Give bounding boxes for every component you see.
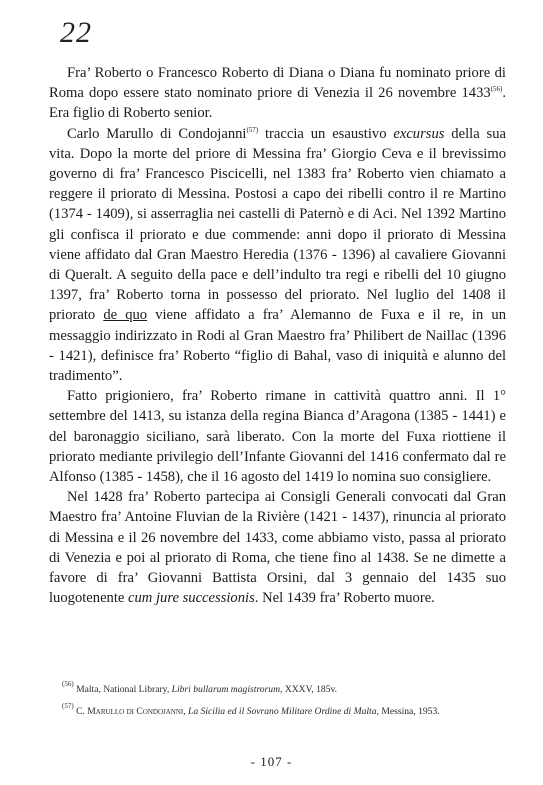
paragraph: [49, 63, 506, 124]
text-run: traccia un esaustivo: [258, 125, 394, 142]
text-run: de quo: [103, 307, 148, 324]
paragraph: [49, 124, 506, 387]
paragraph: [49, 386, 506, 487]
footnote: [62, 702, 512, 719]
text-run: La Sicilia ed il Sovrano Militare Ordine di Malta: [188, 706, 377, 717]
text-run: , XXXV, 185v.: [280, 684, 338, 695]
footnotes: [62, 680, 512, 727]
footnote: [62, 680, 512, 697]
text-run: Fatto prigioniero, fra’ Roberto rimane in cattività quattro anni. Il 1° settembre del 1413, su istanza della regina Bianca d’Aragona (1385 - 1441) e del baronaggio siciliano, sarà liberato. Con la morte del Fuxa riottiene il priorato mediante privilegio dell’Infante Giovanni del 1416 confermato dal re Alfonso (1385 - 1458), che il 16 agosto del 1419 lo nomina suo consigliere.: [49, 388, 506, 486]
text-run: excursus: [393, 125, 445, 142]
footnote-ref: (57): [62, 702, 74, 710]
footnote-ref: (57): [246, 125, 259, 134]
text-run: Libri bullarum magistrorum: [171, 684, 281, 695]
text-run: della sua vita. Dopo la morte del priore di Messina fra’ Giorgio Ceva e il brevissimo governo di fra’ Francesco Piscicelli, nel 1383 fra’ Roberto vien chiamato a reggere il priorato di Messina. Postosi a capo dei ribelli contro il re Martino (1374 - 1409), si asserraglia nei castelli di Paternò e di Aci. Nel 1392 Martino gli confisca il priorato e due commende: anni dopo il priorato di Messina viene affidato dal Gran Maestro Heredia (1376 - 1396) al cavaliere Giovanni di Queralt. A seguito della pace e dell’indulto tra regi e ribelli del 10 giugno 1397, fra’ Roberto torna in possesso del priorato. Nel luglio del 1408 il priorato: [49, 125, 506, 324]
footnote-ref: (56): [62, 680, 74, 688]
text-run: Carlo Marullo di Condojanni: [67, 125, 247, 142]
entry-number: 22: [60, 16, 92, 49]
page-number: - 107 -: [250, 754, 293, 769]
text-run: Nel 1428 fra’ Roberto partecipa ai Consigli Generali convocati dal Gran Maestro fra’ Antoine Fluvian de la Rivière (1421 - 1437), rinuncia al priorato di Messina e il 26 novembre del 1433, come abbiamo visto, passa al priorato di Venezia e poi al priorato di Roma, che tiene fino al 1438. Se ne dimette a favore di fra’ Giovanni Battista Orsini, dal 3 gennaio del 1435 suo luogotenente: [49, 489, 506, 607]
text-run: . Era figlio di Roberto senior.: [49, 85, 506, 122]
text-run: Fra’ Roberto o Francesco Roberto di Diana o Diana fu nominato priore di Roma dopo essere stato nominato priore di Venezia il 26 novembre 1433: [49, 65, 506, 102]
text-run: ,: [183, 706, 189, 717]
text-run: viene affidato a fra’ Alemanno de Fuxa e il re, in un messaggio indirizzato in Rodi al Gran Maestro fra’ Philibert de Naillac (1396 - 1421), definisce fra’ Roberto “figlio di Bahal, vaso di iniquità e alunno del tradimento”.: [49, 307, 506, 385]
text-run: Marullo di Condojanni: [87, 706, 184, 717]
footnote-ref: (56): [490, 85, 503, 94]
paragraph: [49, 487, 506, 608]
text-run: , Messina, 1953.: [376, 706, 440, 717]
body-text: [49, 63, 506, 608]
text-run: Malta, National Library,: [73, 684, 172, 695]
text-run: C.: [73, 706, 88, 717]
text-run: cum jure successionis: [128, 590, 255, 607]
text-run: . Nel 1439 fra’ Roberto muore.: [254, 590, 435, 607]
